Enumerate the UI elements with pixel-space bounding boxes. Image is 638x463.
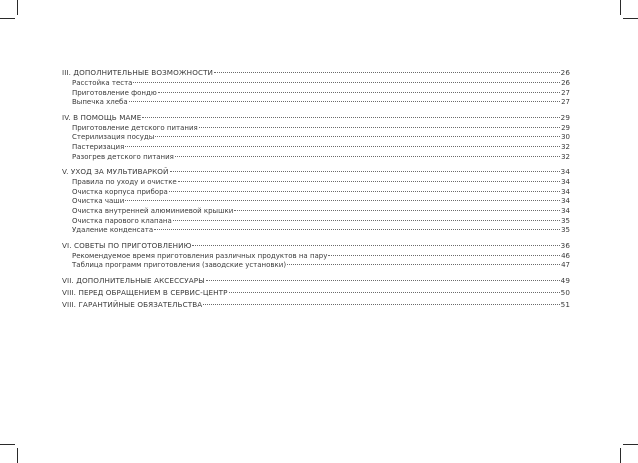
toc-item-entry[interactable]: [62, 197, 570, 207]
toc-page-number: 34: [561, 206, 570, 215]
toc-page-number: 35: [561, 226, 570, 235]
dot-leader: [206, 280, 560, 281]
toc-page-number: 32: [561, 142, 570, 151]
toc-page-number: 26: [560, 68, 570, 77]
toc-section-title: V. УХОД ЗА МУЛЬТИВАРКОЙ: [62, 167, 169, 177]
toc-item-title: Очистка парового клапана: [72, 216, 172, 225]
dot-leader: [125, 146, 560, 147]
toc-item-title: Стерилизация посуды: [72, 133, 155, 142]
toc-page-number: 27: [561, 88, 570, 97]
toc-item-title: Очистка корпуса прибора: [72, 187, 168, 196]
dot-leader: [155, 136, 560, 137]
toc-page-number: 46: [561, 251, 570, 260]
toc-section-title: VII. ДОПОЛНИТЕЛЬНЫЕ АКСЕССУАРЫ: [62, 275, 205, 285]
toc-page-number: 47: [561, 261, 570, 270]
toc-section-title: VIII. ПЕРЕД ОБРАЩЕНИЕМ В СЕРВИС-ЦЕНТР: [62, 287, 228, 297]
toc-section-title: III. ДОПОЛНИТЕЛЬНЫЕ ВОЗМОЖНОСТИ: [62, 68, 214, 77]
toc-page-number: 51: [560, 299, 570, 309]
toc-item-entry[interactable]: [62, 188, 570, 198]
toc-page-number: 26: [561, 79, 570, 87]
crop-mark-top-right-v: [620, 0, 621, 15]
toc-item-entry[interactable]: [62, 217, 570, 227]
dot-leader: [178, 181, 560, 182]
toc-item-title: Приготовление фондю: [72, 88, 157, 97]
toc-section-title: VIII. ГАРАНТИЙНЫЕ ОБЯЗАТЕЛЬСТВА: [62, 299, 203, 309]
toc-section-entry[interactable]: [62, 299, 570, 311]
toc-page-number: 27: [561, 98, 570, 107]
toc-page-number: 30: [561, 133, 570, 142]
toc-item-entry[interactable]: [62, 261, 570, 271]
toc-item-title: Разогрев детского питания: [72, 152, 174, 161]
toc-item-entry[interactable]: [62, 252, 570, 262]
toc-item-title: Правила по уходу и очистке: [72, 178, 177, 187]
toc-page-number: 32: [561, 152, 570, 161]
crop-mark-bottom-right-v: [620, 448, 621, 463]
dot-leader: [158, 92, 560, 93]
toc-section-entry[interactable]: [62, 166, 570, 178]
toc-item-entry[interactable]: [62, 89, 570, 99]
dot-leader: [154, 229, 560, 230]
crop-mark-top-right-h: [623, 18, 638, 19]
toc-section-entry[interactable]: [62, 112, 570, 124]
toc-page-number: 34: [561, 197, 570, 206]
toc-item-title: Расстойка теста: [72, 79, 133, 87]
crop-mark-bottom-left-h: [0, 444, 15, 445]
toc-page-number: 35: [561, 216, 570, 225]
toc-section: [62, 275, 570, 287]
toc-section: [62, 112, 570, 166]
dot-leader: [169, 191, 560, 192]
toc-item-entry[interactable]: [62, 226, 570, 236]
toc-item-title: Таблица программ приготовления (заводские установки): [72, 261, 287, 270]
crop-mark-top-left-v: [17, 0, 18, 15]
dot-leader: [142, 117, 559, 118]
dot-leader: [192, 245, 559, 246]
toc-item-title: Выпечка хлеба: [72, 98, 128, 107]
dot-leader: [199, 127, 560, 128]
dot-leader: [125, 200, 560, 201]
toc-item-entry[interactable]: [62, 143, 570, 153]
toc-item-entry[interactable]: [62, 178, 570, 188]
toc-section-entry[interactable]: [62, 67, 570, 79]
toc-section-title: VI. СОВЕТЫ ПО ПРИГОТОВЛЕНИЮ: [62, 240, 192, 250]
toc-section: [62, 240, 570, 275]
dot-leader: [129, 101, 560, 102]
toc-item-entry[interactable]: [62, 124, 570, 134]
toc-item-entry[interactable]: [62, 207, 570, 217]
toc-item-title: Очистка чаши: [72, 197, 125, 206]
toc-item-entry[interactable]: [62, 79, 570, 89]
dot-leader: [229, 292, 560, 293]
dot-leader: [133, 82, 560, 83]
toc-page-number: 34: [561, 187, 570, 196]
toc-section: [62, 299, 570, 311]
toc-page-number: 34: [561, 178, 570, 187]
toc-page-number: 36: [560, 240, 570, 250]
toc-section: [62, 287, 570, 299]
dot-leader: [234, 210, 560, 211]
toc-section: [62, 67, 570, 112]
toc-section: [62, 166, 570, 240]
toc-page-number: 49: [560, 275, 570, 285]
toc-page-number: 34: [560, 167, 570, 177]
toc-section-title: IV. В ПОМОЩЬ МАМЕ: [62, 112, 142, 122]
toc-section-entry[interactable]: [62, 240, 570, 252]
dot-leader: [203, 304, 559, 305]
table-of-contents: [62, 67, 570, 311]
toc-item-entry[interactable]: [62, 133, 570, 143]
dot-leader: [173, 220, 560, 221]
crop-mark-bottom-right-h: [623, 444, 638, 445]
toc-page-number: 29: [561, 123, 570, 132]
toc-page-number: 50: [560, 287, 570, 297]
crop-mark-bottom-left-v: [17, 448, 18, 463]
toc-item-entry[interactable]: [62, 153, 570, 163]
toc-page-number: 29: [560, 112, 570, 122]
toc-section-entry[interactable]: [62, 275, 570, 287]
toc-item-entry[interactable]: [62, 98, 570, 108]
toc-item-title: Приготовление детского питания: [72, 123, 198, 132]
toc-section-entry[interactable]: [62, 287, 570, 299]
toc-item-title: Рекомендуемое время приготовления различных продуктов на пару: [72, 251, 328, 260]
crop-mark-top-left-h: [0, 18, 15, 19]
toc-item-title: Очистка внутренней алюминиевой крышки: [72, 206, 234, 215]
dot-leader: [214, 72, 560, 73]
dot-leader: [175, 156, 560, 157]
toc-item-title: Удаление конденсата: [72, 226, 154, 235]
dot-leader: [287, 264, 560, 265]
dot-leader: [170, 171, 560, 172]
dot-leader: [328, 255, 560, 256]
toc-item-title: Пастеризация: [72, 142, 125, 151]
